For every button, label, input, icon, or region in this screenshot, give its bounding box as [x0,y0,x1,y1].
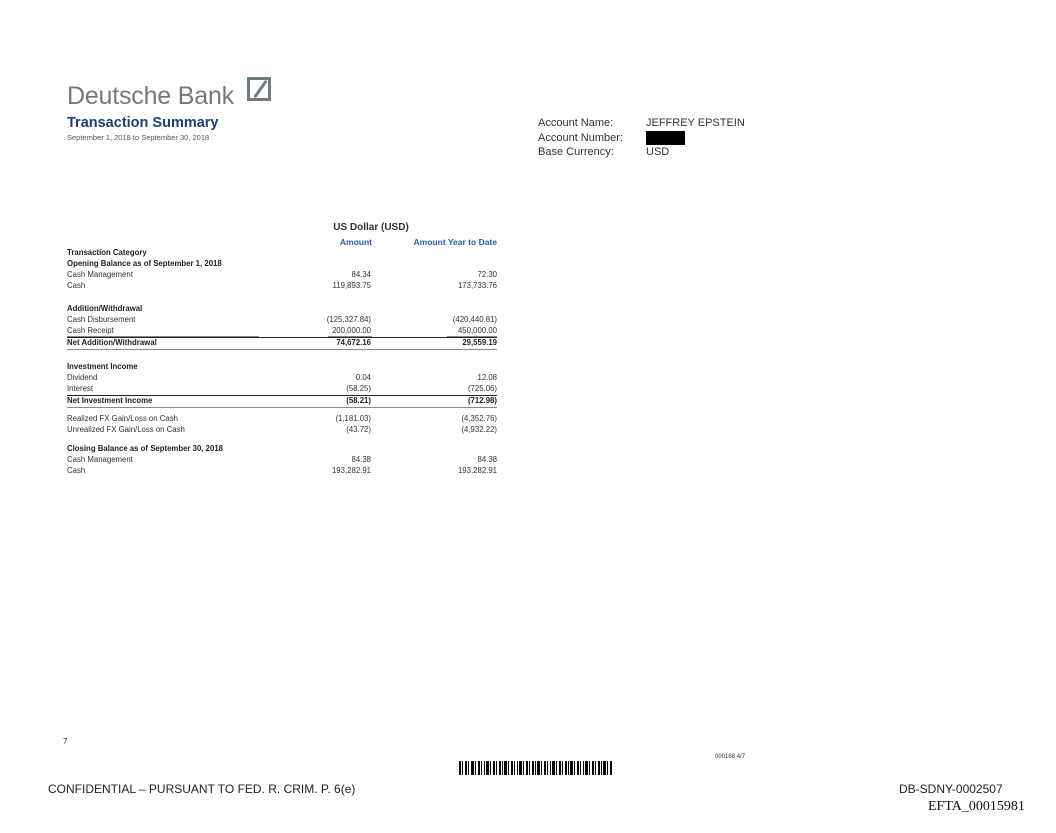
row-amount: (125,327.84) [326,315,371,324]
row-ytd: 12.08 [477,373,497,382]
base-currency-label: Base Currency: [538,146,614,158]
table-row [67,270,497,280]
currency-group-header: US Dollar (USD) [333,222,409,233]
section-title [67,362,497,372]
bates-number: DB-SDNY-0002507 [899,782,1003,796]
row-ytd: (4,932.22) [461,425,497,434]
page-title: Transaction Summary [67,115,219,131]
row-label: Cash [67,281,86,290]
table-row [67,384,497,394]
row-amount: 200,000.00 [331,326,371,335]
bank-name: Deutsche Bank [67,82,234,110]
row-label: Realized FX Gain/Loss on Cash [67,414,178,423]
addition-title: Addition/Withdrawal [67,304,143,313]
row-amount: 119,893.75 [332,281,371,290]
row-amount: (43.72) [346,425,371,434]
row-ytd: 72.30 [477,270,497,279]
barcode-icon [459,761,612,775]
table-row [67,425,497,435]
section-title [67,259,497,269]
row-ytd: (712.98) [467,396,497,405]
row-amount: 0.04 [355,373,371,382]
row-label: Unrealized FX Gain/Loss on Cash [67,425,185,434]
row-label: Cash Management [67,455,133,464]
row-label: Net Investment Income [67,396,153,405]
row-amount: (1,181.03) [335,414,371,423]
table-row [67,315,497,325]
row-label: Interest [67,384,94,393]
row-ytd: 173,733.76 [457,281,497,290]
document-code: 000168 4/7 [715,754,746,760]
investment-title: Investment Income [67,362,138,371]
account-name-label: Account Name: [538,117,614,129]
row-ytd: 450,000.00 [457,326,497,335]
table-row [67,373,497,383]
deutsche-bank-logo-icon [247,77,271,101]
row-amount: 84.38 [351,455,371,464]
section-title [67,444,497,454]
base-currency-value: USD [646,146,670,158]
row-amount: 193,282.91 [331,466,371,475]
confidential-notice: CONFIDENTIAL – PURSUANT TO FED. R. CRIM. P. 6(e) [48,782,356,796]
category-header: Transaction Category [67,248,147,257]
row-amount: 74,672.16 [336,338,371,347]
account-name-value: JEFFREY EPSTEIN [646,117,745,129]
section-title [67,304,497,314]
table-row [67,326,497,336]
row-ytd: 193,282.91 [457,466,497,475]
table-row [67,466,497,476]
table-row [67,414,497,424]
statement-period: September 1, 2018 to September 30, 2018 [67,133,210,142]
row-amount: (58.25) [346,384,371,393]
row-label: Cash Receipt [67,326,114,335]
row-ytd: 29,559.19 [462,338,497,347]
row-ytd: (420,440.81) [452,315,497,324]
row-label: Cash Management [67,270,133,279]
page-number: 7 [63,737,68,746]
account-number-redaction [646,131,685,145]
opening-balance-title: Opening Balance as of September 1, 2018 [67,259,222,268]
column-header-amount: Amount [339,237,372,247]
column-header-ytd: Amount Year to Date [413,237,497,247]
subtotal-row [67,396,497,406]
row-label: Dividend [67,373,98,382]
category-header-row [67,248,497,258]
subtotal-bottom-rule [67,407,497,408]
row-label: Cash [67,466,86,475]
subtotal-row [67,338,497,348]
subtotal-bottom-rule [67,349,497,350]
row-label: Net Addition/Withdrawal [67,338,157,347]
row-ytd: (725.06) [467,384,497,393]
closing-balance-title: Closing Balance as of September 30, 2018 [67,444,224,453]
row-amount: (58.21) [346,396,371,405]
table-row [67,281,497,291]
row-ytd: (4,352.76) [461,414,497,423]
table-row [67,455,497,465]
row-label: Cash Disbursement [67,315,136,324]
row-ytd: 84.38 [477,455,497,464]
row-amount: 84.34 [351,270,371,279]
efta-number: EFTA_00015981 [928,799,1025,814]
account-number-label: Account Number: [538,132,623,144]
